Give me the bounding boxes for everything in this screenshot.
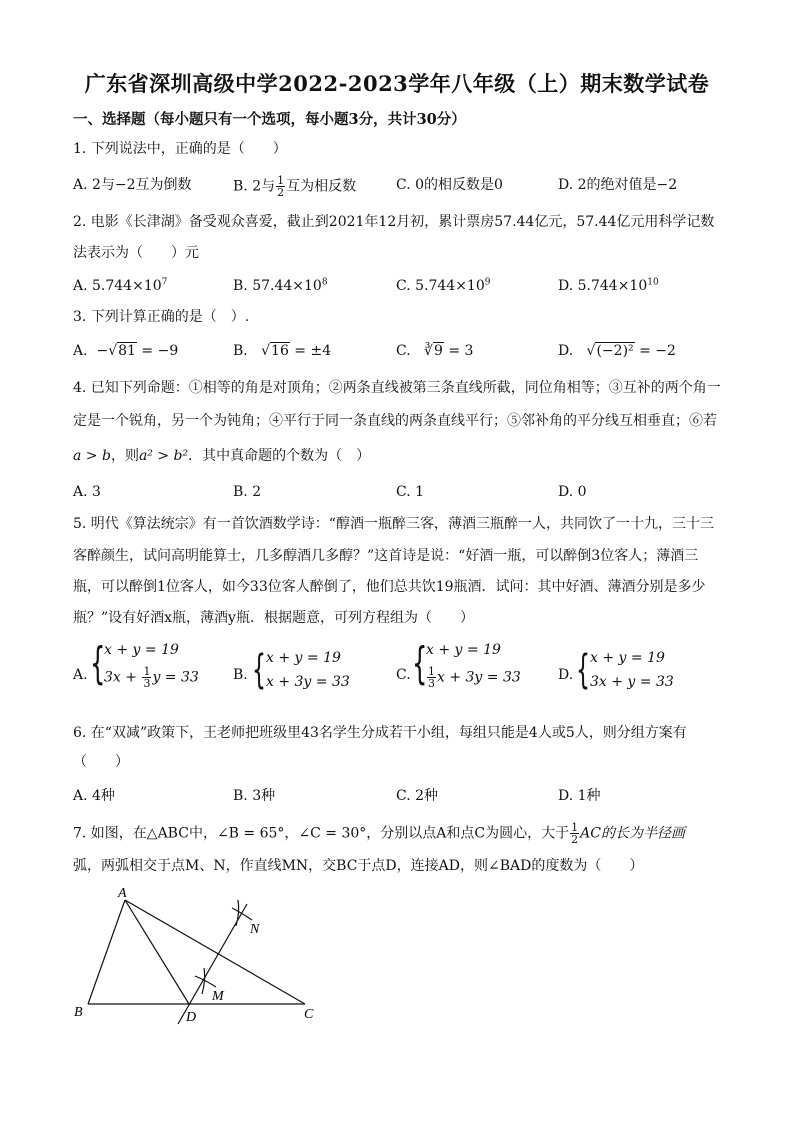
q5-option-c-label: C. xyxy=(396,667,411,683)
q5-option-a-system: { x + y = 19 3x + $\frac{1}{3}$ y = 33 xyxy=(90,638,199,690)
question-6-line2: （ ） xyxy=(73,754,129,770)
question-4-line2: 定是一个锐角，另一个为钝角；④平行于同一条直线的两条直线平行；⑤邻补角的平分线互相垂直；⑥若 xyxy=(73,413,717,429)
question-5-line2: 客醉颜生，试问高明能算士，几多醇酒几多醇？”这首诗是说：“好酒一瓶，可以醉倒3位客人；薄酒三 xyxy=(73,548,699,564)
q2-option-c: C. $5.744\times 10^9$ xyxy=(396,277,491,294)
q5-option-c-system: { x + y = 19 $\frac{1}{3}$ x + 3y = 33 xyxy=(412,638,521,690)
q3-option-a: A. −√81 = −9 xyxy=(73,343,179,359)
q5-option-b-system: { x + y = 19 x + 3y = 33 xyxy=(252,647,350,693)
q6-option-c: C. 2种 xyxy=(396,788,439,804)
q2-option-a: A. $5.744\times 10^7$ xyxy=(73,277,168,294)
exam-title: 广东省深圳高级中学2022-2023学年八年级（上）期末数学试卷 xyxy=(84,71,710,96)
q1-option-a: A. 2与−2互为倒数 xyxy=(73,177,192,193)
q4-option-d: D. 0 xyxy=(558,484,587,500)
segment-ad xyxy=(125,900,189,1004)
q6-option-a: A. 4种 xyxy=(73,788,115,804)
label-a: A xyxy=(118,886,127,901)
q6-option-b: B. 3种 xyxy=(233,788,276,804)
label-c: C xyxy=(304,1007,314,1022)
arc-n xyxy=(232,908,252,920)
q1-option-d: D. 2的绝对值是−2 xyxy=(558,177,678,193)
q5-option-a-label: A. xyxy=(73,667,88,683)
q4-option-a: A. 3 xyxy=(73,484,101,500)
question-7-line2: 弧，两弧相交于点M、N，作直线MN，交BC于点D，连接AD，则∠BAD的度数为（ ） xyxy=(73,858,644,874)
q1-option-c: C. 0的相反数是0 xyxy=(396,177,503,193)
label-d: D xyxy=(186,1010,197,1025)
question-7-line1: 7. 如图，在△ABC中，∠B = 65°，∠C = 30°，分别以点A和点C为圆心，大于 $\frac{1}{2}$ AC的长为半径画 xyxy=(73,821,685,846)
question-1-stem: 1. 下列说法中，正确的是（ ） xyxy=(73,141,287,157)
fraction: $\frac{1}{2}$ xyxy=(277,174,285,199)
question-4-line1: 4. 已知下列命题：①相等的角是对顶角；②两条直线被第三条直线所截，同位角相等；③互补的两个角一 xyxy=(73,380,721,396)
q5-option-b-label: B. xyxy=(233,667,248,683)
question-4-line3: a > b，则a² > b²．其中真命题的个数为（ ） xyxy=(73,448,371,464)
q5-option-d-label: D. xyxy=(558,667,574,683)
q3-option-c: C. ∛9 = 3 xyxy=(396,343,474,359)
question-2-line1: 2. 电影《长津湖》备受观众喜爱，截止到2021年12月初，累计票房57.44亿元，57.44亿元用科学记数 xyxy=(73,214,715,230)
arc-n-2 xyxy=(236,900,239,926)
q5-option-d-system: { x + y = 19 3x + y = 33 xyxy=(576,647,674,693)
q4-option-c: C. 1 xyxy=(396,484,425,500)
question-6-line1: 6. 在“双减”政策下，王老师把班级里43名学生分成若干小组，每组只能是4人或5人，则分组方案有 xyxy=(73,725,687,741)
question-5-line4: 瓶？”设有好酒x瓶，薄酒y瓶．根据题意，可列方程组为（ ） xyxy=(73,610,474,626)
label-b: B xyxy=(74,1005,83,1020)
question-5-line1: 5. 明代《算法统宗》有一首饮酒数学诗：“醇酒一瓶醉三客，薄酒三瓶醉一人，共同饮了一十九，三十三 xyxy=(73,516,714,532)
q3-option-b: B. √16 = ±4 xyxy=(233,343,332,359)
label-n: N xyxy=(250,922,260,937)
q3-option-d: D. √(−2)² = −2 xyxy=(558,343,676,359)
arc-m xyxy=(195,976,216,987)
question-3-stem: 3. 下列计算正确的是（ ）. xyxy=(73,309,250,325)
section-heading: 一、选择题（每小题只有一个选项，每小题3分，共计30分） xyxy=(73,111,466,128)
q1-option-b: B. 2与 $\frac{1}{2}$ 互为相反数 xyxy=(233,174,357,199)
q2-option-b: B. $57.44\times 10^8$ xyxy=(233,277,328,294)
q6-option-d: D. 1种 xyxy=(558,788,601,804)
q2-option-d: D. $5.744\times 10^{10}$ xyxy=(558,277,659,294)
segment-ab xyxy=(88,900,125,1004)
q4-option-b: B. 2 xyxy=(233,484,262,500)
fraction: $\frac{1}{2}$ xyxy=(571,821,579,846)
question-2-line2: 法表示为（ ）元 xyxy=(73,245,199,261)
question-5-line3: 瓶，可以醉倒1位客人，如今33位客人醉倒了，他们总共饮19瓶酒．试问：其中好酒、薄酒分别是多少 xyxy=(73,579,706,595)
label-m: M xyxy=(212,989,224,1004)
